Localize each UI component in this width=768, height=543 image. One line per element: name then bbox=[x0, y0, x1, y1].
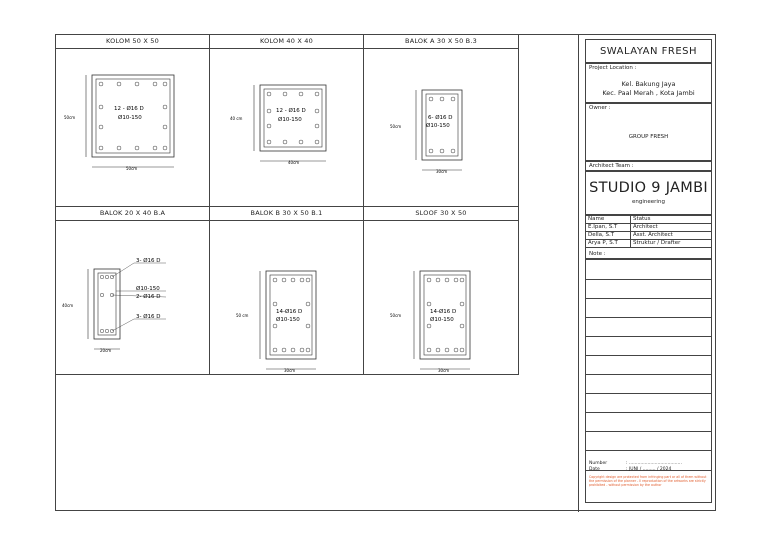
height-dimension: 50 cm bbox=[236, 313, 249, 318]
team-table bbox=[586, 216, 711, 248]
detail-grid bbox=[56, 35, 519, 375]
team-table-box bbox=[585, 215, 712, 259]
note-line bbox=[586, 298, 711, 299]
title-block bbox=[578, 35, 717, 512]
stirrup-label: Ø10-150 bbox=[276, 317, 300, 323]
width-dimension: 30cm bbox=[438, 368, 450, 373]
detail-balok-20x40 bbox=[56, 207, 210, 375]
note-label: Note : bbox=[589, 251, 606, 257]
number-label: Number bbox=[589, 461, 608, 466]
note-line bbox=[586, 393, 711, 394]
kolom-40-section bbox=[210, 49, 364, 207]
location-line-2: Kec. Paal Merah , Kota Jambi bbox=[602, 89, 695, 97]
width-dimension: 30cm bbox=[436, 169, 448, 174]
number-value: : ..................................... bbox=[626, 461, 682, 466]
rebar-label: 6- Ø16 D bbox=[428, 115, 453, 121]
owner-label: Owner : bbox=[589, 105, 611, 111]
team-header-status: Status bbox=[631, 216, 712, 224]
detail-sloof bbox=[364, 207, 519, 375]
stirrup-label: Ø10-150 bbox=[118, 115, 142, 121]
detail-title: BALOK B 30 X 50 B.1 bbox=[210, 207, 363, 221]
detail-kolom-50 bbox=[56, 35, 210, 207]
height-dimension: 50cm bbox=[390, 313, 402, 318]
team-member-status: Architect bbox=[631, 224, 712, 232]
note-line bbox=[586, 355, 711, 356]
owner-name: GROUP FRESH bbox=[628, 134, 669, 140]
project-name: SWALAYAN FRESH bbox=[599, 46, 698, 57]
detail-title: KOLOM 50 X 50 bbox=[56, 35, 209, 49]
kolom-50-section bbox=[56, 49, 210, 207]
detail-title: BALOK 20 X 40 B.A bbox=[56, 207, 209, 221]
team-member-name: Arya P, S.T bbox=[586, 240, 631, 248]
note-line bbox=[586, 450, 711, 451]
team-member-name: Della, S.T bbox=[586, 232, 631, 240]
sloof-section bbox=[364, 221, 519, 375]
width-dimension: 50cm bbox=[126, 166, 138, 171]
rebar-label: 14-Ø16 D bbox=[276, 309, 303, 315]
studio-name: STUDIO 9 JAMBI bbox=[589, 180, 708, 196]
top-rebar-label: 3- Ø16 D bbox=[136, 258, 161, 264]
balok-b-section bbox=[210, 221, 364, 375]
notes-box bbox=[585, 259, 712, 503]
note-line bbox=[586, 431, 711, 432]
width-dimension: 30cm bbox=[284, 368, 296, 373]
width-dimension: 40cm bbox=[288, 160, 300, 165]
balok-a-section bbox=[364, 49, 519, 207]
studio-subtitle: engineering bbox=[632, 199, 665, 205]
detail-balok-a bbox=[364, 35, 519, 207]
detail-title: BALOK A 30 X 50 B.3 bbox=[364, 35, 518, 49]
team-member-name: E.Ipan, S.T bbox=[586, 224, 631, 232]
detail-kolom-40 bbox=[210, 35, 364, 207]
rebar-label: 12 - Ø16 D bbox=[276, 108, 306, 114]
detail-title: KOLOM 40 X 40 bbox=[210, 35, 363, 49]
team-row bbox=[586, 232, 711, 240]
detail-balok-b bbox=[210, 207, 364, 375]
height-dimension: 50cm bbox=[390, 124, 402, 129]
project-name-box bbox=[585, 39, 712, 63]
balok-20x40-section bbox=[56, 221, 210, 375]
date-label: Date bbox=[589, 467, 600, 472]
note-line bbox=[586, 412, 711, 413]
copyright-notice: Copyright design are protected from infringing part or all of them without the permission of the planner - Il reproduction of the artworks are strictly prohibited - without permission by the author bbox=[589, 475, 707, 487]
rebar-label: 12 - Ø16 D bbox=[114, 106, 144, 112]
team-label-box bbox=[585, 161, 712, 171]
height-dimension: 40 cm bbox=[230, 116, 243, 121]
detail-title: SLOOF 30 X 50 bbox=[364, 207, 518, 221]
team-row bbox=[586, 240, 711, 248]
drawing-sheet bbox=[55, 34, 716, 511]
team-row bbox=[586, 224, 711, 232]
stirrup-label: Ø10-150 bbox=[278, 117, 302, 123]
stirrup-label: Ø10-150 bbox=[136, 286, 160, 292]
height-dimension: 40cm bbox=[62, 303, 74, 308]
note-line bbox=[586, 336, 711, 337]
note-line bbox=[586, 317, 711, 318]
team-header-row bbox=[586, 216, 711, 224]
stirrup-label: Ø10-150 bbox=[426, 123, 450, 129]
bottom-rebar-label: 3- Ø16 D bbox=[136, 314, 161, 320]
middle-rebar-label: 2- Ø16 D bbox=[136, 294, 161, 300]
architect-team-label: Architect Team : bbox=[589, 163, 634, 169]
team-member-status: Struktur / Drafter bbox=[631, 240, 712, 248]
height-dimension: 50cm bbox=[64, 115, 76, 120]
project-location-label: Project Location : bbox=[589, 65, 637, 71]
project-location-box bbox=[585, 63, 712, 103]
width-dimension: 20cm bbox=[100, 348, 112, 353]
location-line-1: Kel. Bakung Jaya bbox=[621, 80, 676, 88]
owner-box bbox=[585, 103, 712, 161]
stirrup-label: Ø10-150 bbox=[430, 317, 454, 323]
date-value: : JUNI / ......... / 2024 bbox=[626, 467, 672, 472]
team-header-name: Name bbox=[586, 216, 631, 224]
studio-box bbox=[585, 171, 712, 215]
note-line bbox=[586, 279, 711, 280]
rebar-label: 14-Ø16 D bbox=[430, 309, 457, 315]
note-line bbox=[586, 374, 711, 375]
team-member-status: Asst. Architect bbox=[631, 232, 712, 240]
